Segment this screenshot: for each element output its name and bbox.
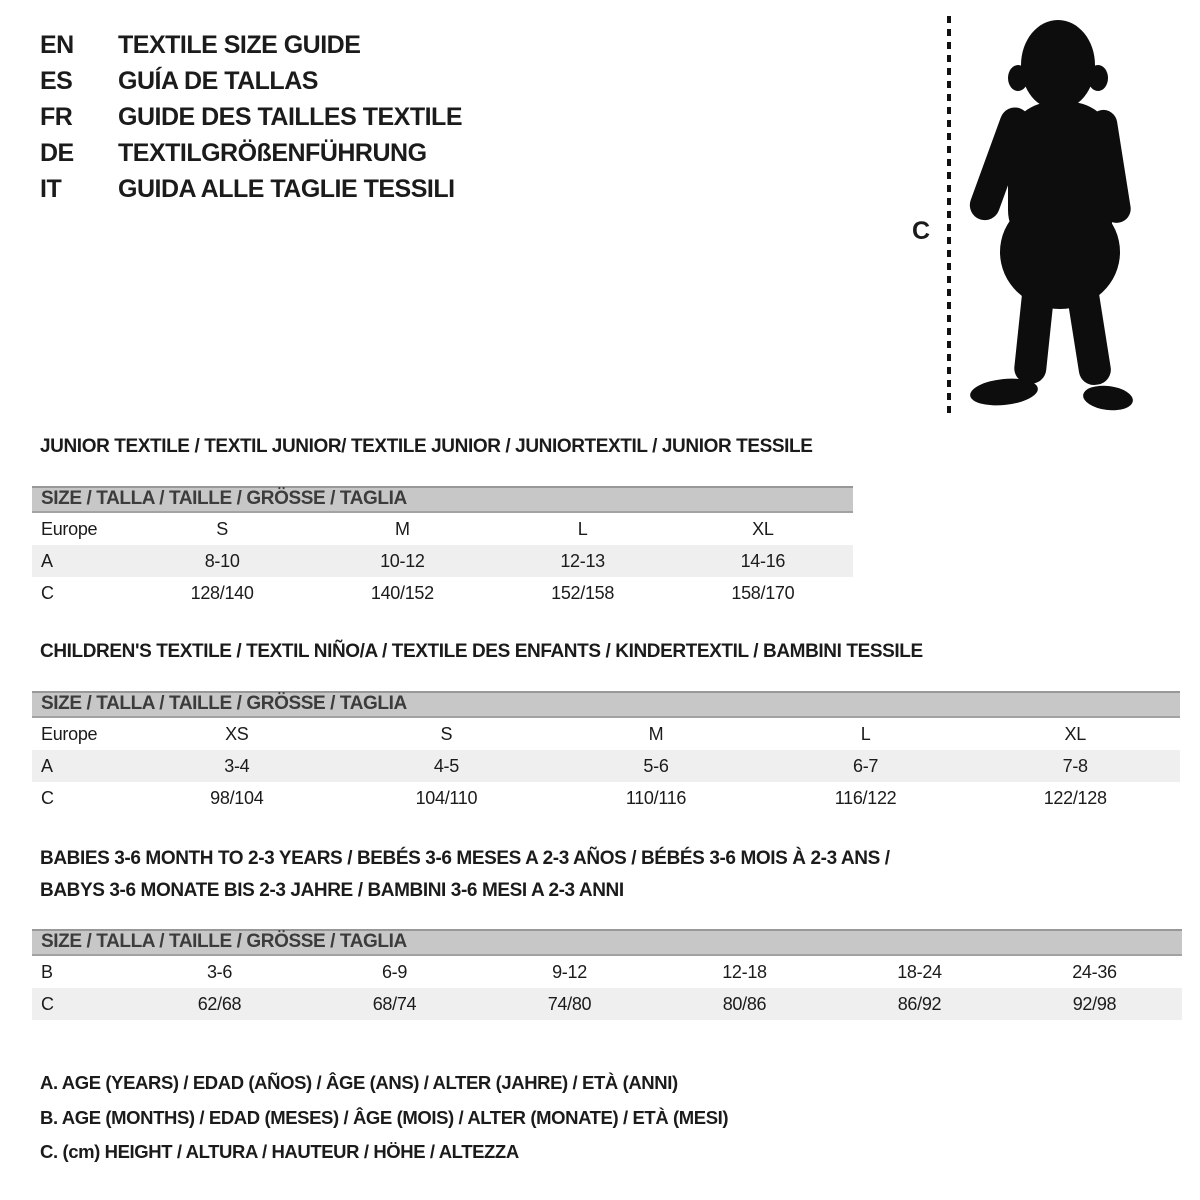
table-row [32, 956, 1182, 988]
table-row [32, 545, 853, 577]
legend-line-c: C. (cm) HEIGHT / ALTURA / HAUTEUR / HÖHE / ALTEZZA [40, 1141, 519, 1162]
age-cell: 14-16 [740, 550, 786, 571]
height-cell: 62/68 [197, 993, 242, 1014]
language-row [40, 27, 462, 63]
height-cell: 110/116 [625, 787, 687, 808]
size-header-bar: SIZE / TALLA / TAILLE / GRÖSSE / TAGLIA [32, 691, 1180, 718]
table-row [32, 513, 853, 545]
age-cell: 3-4 [224, 755, 250, 776]
size-header-bar: SIZE / TALLA / TAILLE / GRÖSSE / TAGLIA [32, 929, 1182, 956]
age-cell: 24-36 [1072, 961, 1117, 982]
height-cell: 92/98 [1072, 993, 1117, 1014]
age-cell: 6-7 [853, 755, 879, 776]
height-cell: 152/158 [551, 582, 615, 603]
height-cell: 104/110 [415, 787, 478, 808]
row-label: A [41, 550, 53, 571]
language-row [40, 135, 462, 171]
language-code: DE [40, 138, 74, 167]
table-row [32, 718, 1180, 750]
age-cell: 8-10 [204, 550, 240, 571]
size-cell: XS [225, 723, 249, 744]
size-header-bar: SIZE / TALLA / TAILLE / GRÖSSE / TAGLIA [32, 486, 853, 513]
height-cell: 122/128 [1043, 787, 1107, 808]
babies-heading-line1: BABIES 3-6 MONTH TO 2-3 YEARS / BEBÉS 3-6 MESES A 2-3 AÑOS / BÉBÉS 3-6 MOIS À 2-3 ANS / [40, 848, 890, 869]
height-cell: 128/140 [190, 582, 254, 603]
toddler-silhouette-icon [956, 14, 1146, 429]
height-dotted-line [947, 16, 951, 416]
language-row [40, 171, 462, 207]
size-cell: M [395, 518, 410, 539]
language-code: ES [40, 66, 73, 95]
height-cell: 158/170 [731, 582, 795, 603]
age-cell: 12-18 [722, 961, 767, 982]
babies-size-table [32, 929, 1182, 1020]
height-measure-label: C [912, 217, 931, 245]
language-title-block [40, 27, 462, 207]
age-cell: 9-12 [552, 961, 587, 982]
age-cell: 12-13 [560, 550, 605, 571]
row-label: C [41, 993, 54, 1014]
height-cell: 98/104 [210, 787, 264, 808]
size-cell: XL [752, 518, 774, 539]
junior-size-table [32, 486, 853, 609]
age-cell: 5-6 [643, 755, 669, 776]
measurement-legend [40, 1066, 728, 1170]
language-code: EN [40, 30, 74, 59]
size-cell: XL [1064, 723, 1086, 744]
row-label: A [41, 755, 53, 776]
table-row [32, 782, 1180, 814]
row-label: C [41, 787, 54, 808]
language-row [40, 99, 462, 135]
size-cell: S [216, 518, 228, 539]
size-cell: S [440, 723, 453, 744]
guide-title: TEXTILE SIZE GUIDE [118, 30, 361, 59]
language-row [40, 63, 462, 99]
height-cell: 86/92 [897, 993, 942, 1014]
children-section-heading: CHILDREN'S TEXTILE / TEXTIL NIÑO/A / TEXTILE DES ENFANTS / KINDERTEXTIL / BAMBINI TESSILE [40, 641, 923, 662]
row-label: Europe [41, 723, 98, 744]
guide-title: TEXTILGRÖßENFÜHRUNG [118, 138, 427, 167]
height-cell: 74/80 [547, 993, 592, 1014]
guide-title: GUÍA DE TALLAS [118, 66, 318, 95]
babies-section-heading [40, 843, 890, 907]
size-cell: L [577, 518, 588, 539]
table-row [32, 750, 1180, 782]
language-code: IT [40, 174, 62, 203]
height-cell: 80/86 [722, 993, 767, 1014]
size-cell: M [648, 723, 664, 744]
age-cell: 7-8 [1062, 755, 1088, 776]
guide-title: GUIDA ALLE TAGLIE TESSILI [118, 174, 455, 203]
row-label: B [41, 961, 53, 982]
age-cell: 4-5 [433, 755, 459, 776]
legend-line-a: A. AGE (YEARS) / EDAD (AÑOS) / ÂGE (ANS) / ALTER (JAHRE) / ETÀ (ANNI) [40, 1072, 678, 1093]
height-cell: 116/122 [834, 787, 897, 808]
junior-section-heading: JUNIOR TEXTILE / TEXTIL JUNIOR/ TEXTILE JUNIOR / JUNIORTEXTIL / JUNIOR TESSILE [40, 436, 813, 457]
table-row [32, 988, 1182, 1020]
size-cell: L [860, 723, 871, 744]
language-code: FR [40, 102, 73, 131]
age-cell: 18-24 [897, 961, 942, 982]
height-cell: 68/74 [372, 993, 417, 1014]
guide-title: GUIDE DES TAILLES TEXTILE [118, 102, 463, 131]
height-cell: 140/152 [370, 582, 434, 603]
age-cell: 10-12 [380, 550, 425, 571]
row-label: C [41, 582, 54, 603]
legend-line-b: B. AGE (MONTHS) / EDAD (MESES) / ÂGE (MOIS) / ALTER (MONATE) / ETÀ (MESI) [40, 1106, 729, 1128]
age-cell: 3-6 [206, 961, 233, 982]
children-size-table [32, 691, 1180, 814]
table-row [32, 577, 853, 609]
row-label: Europe [41, 518, 98, 539]
age-cell: 6-9 [381, 961, 408, 982]
babies-heading-line2: BABYS 3-6 MONATE BIS 2-3 JAHRE / BAMBINI 3-6 MESI A 2-3 ANNI [40, 880, 624, 901]
